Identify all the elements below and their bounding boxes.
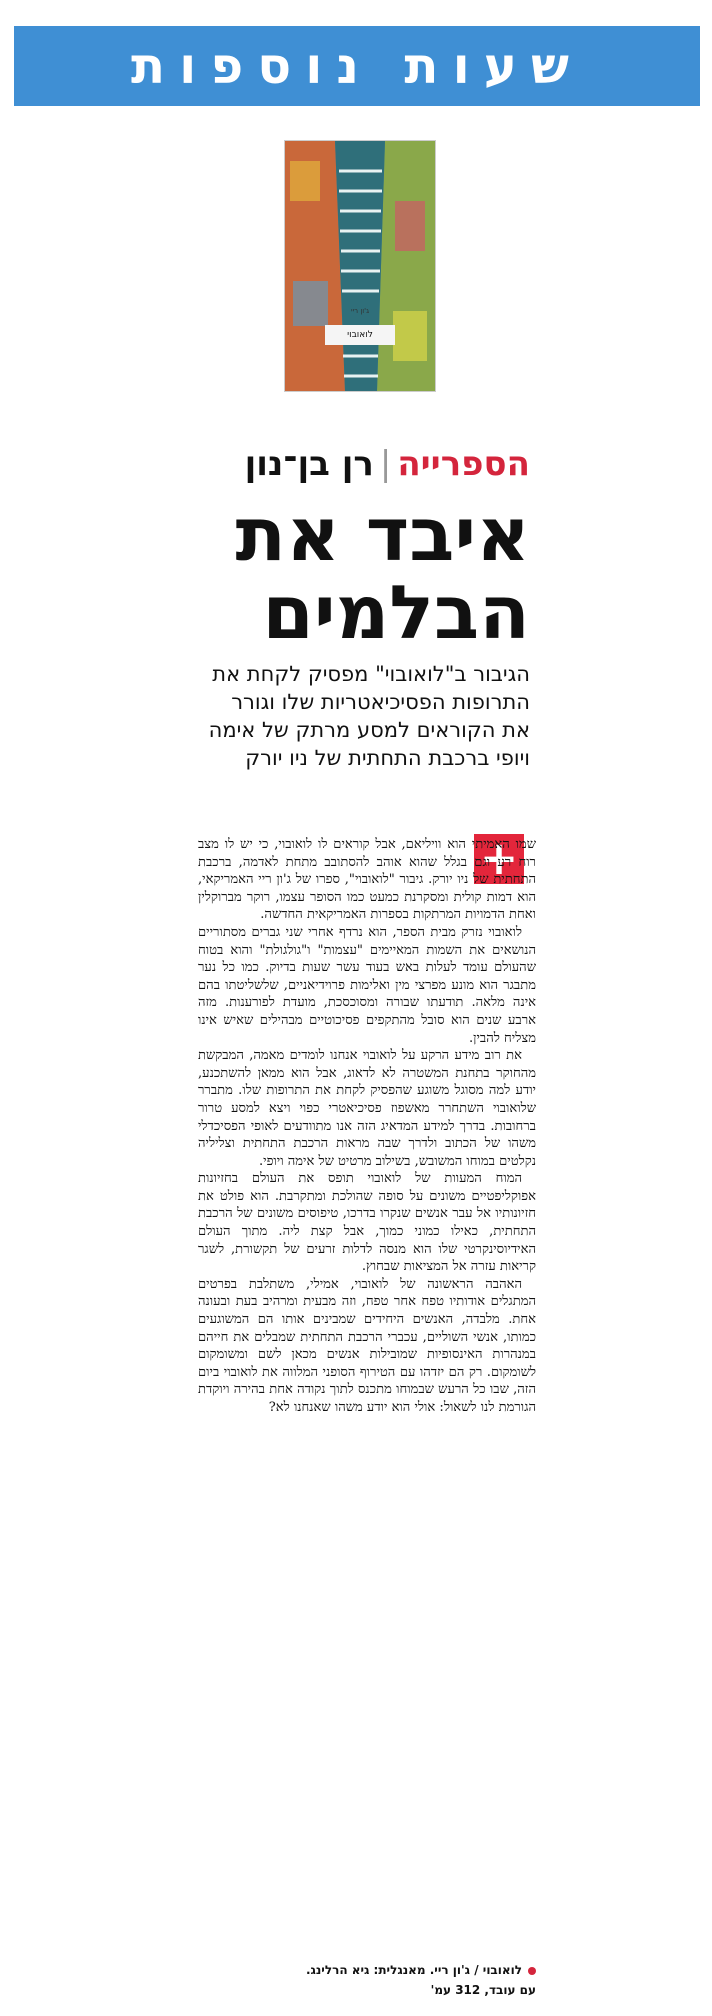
body-paragraph: שמו האמיתי הוא וויליאם, אבל קוראים לו לואובוי, כי יש לו מצב רוח רע וגם בגלל שהוא אוהב להסתובב מתחת לאדמה, ברכבת התחתית של ניו יורק. גיבור "לואובוי", ספרו של ג'ון ריי האמריקאי, הוא דמות קולית ומסקרנת כמעט כמו הסופר עצמו, רוקר מברוקלין ואחת הדמויות המרתקות בספרות האמריקאית החדשה. — [198, 837, 536, 923]
book-cover-image — [284, 140, 436, 392]
cover-author: ג'ון ריי — [351, 307, 369, 315]
byline: רן בן־נון — [244, 444, 374, 484]
section-label: הספרייה — [397, 444, 530, 484]
body-paragraph: לואובוי נזרק מבית הספר, הוא נרדף אחרי שני גברים מסתוריים הנושאים את השמות המאיימים "עצמות" ו"גולגולת" והוא בטוח שהעולם עומד לעלות באש בעוד עשר שעות בדיוק. כמו כל נער מתבגר הוא מונע מפרצי מין ואלימות פרוידיאניים, שלשליטתו בהם אינה מלאה. תודעתו שבורה ומסוכסכת, מועדת לפורענות. מזה ארבע שנים הוא סובל מהתקפים פסיכוטיים מבהילים שאיש אינו מצליח להבין. — [198, 924, 536, 1046]
headline: איבד את הבלמים — [235, 492, 530, 656]
subheadline: הגיבור ב"לואובוי" מפסיק לקחת את התרופות הפסיכיאטריות שלו וגורר את הקוראים למסע מרתק של אימה ויופי ברכבת התחתית של ניו יורק — [208, 662, 530, 770]
body-paragraph: את רוב מידע הרקע על לואובוי אנחנו לומדים מאמה, המבקשת מהחוקר בתחנת המשטרה לא לדאוג, אבל הוא ממאן להשתכנע, יודע למה מסוגל משוגע שהפסיק לקחת את התרופות שלו. מתברר שלואובוי השתחרר מאשפוז פסיכיאטרי כפוי ויצא למסע טרור ברחובות. בדרך למידע המדאיג הזה אנו מתוודעים לאופי הפסיכדלי משהו של הכתוב ולדרך שבה מראות הרכבת התחתית וצליליה נקלטים במוחו המשובש, בשילוב מרטיט של אימה ויופי. — [198, 1048, 536, 1169]
credits-line-1 — [198, 1960, 536, 1980]
header-separator: | — [379, 444, 392, 484]
cover-title: לואובוי — [325, 325, 395, 345]
article-body — [198, 836, 536, 1417]
credits-line-2: עם עובד, 312 עמ' — [430, 1983, 536, 1997]
banner-title: שעות נוספות — [131, 37, 583, 95]
stairway-illustration — [285, 141, 435, 391]
bullet-icon — [528, 1967, 536, 1975]
body-paragraph: האהבה הראשונה של לואובוי, אמילי, משתלבת בפרטים המתגלים אודותיו טפח אחר טפח, וזה מבעית ומרהיב בעת ובעונה אחת. מלבדה, האנשים היחידים שמבינים אותו הם המשוגעים כמותו, אנשי השוליים, עכברי הרכבת התחתית שמבלים את חייהם במנהרות האינסופיות שמובילות אנשים מכאן לשם ומשומקום לשומקום. רק הם יזדהו עם הטירוף הסופני המלווה את לואובוי ביום הזה, שבו כל הרעש שבמוחו מתכנס לתוך נקודה אחת בהירה ויוקדת הגורמת לנו לשאול: אולי הוא יודע משהו שאנחנו לא? — [198, 1276, 536, 1415]
section-banner — [14, 26, 700, 106]
book-credits — [198, 1960, 536, 2000]
body-paragraph: המוח המעוות של לואובוי תופס את העולם בחזיונות אפוקליפטיים משונים על סופה שהולכת ומתקרבת. הוא פולט את חזיונותיו אל עבר אנשים שנקרו בדרכו, טיפוסים משונים של הרכבת התחתית, כאילו כמוני כמוך, אבל קצת ליה. מתוך העולם האידיוסינקרטי שלו הוא מנסה לדלות זרעים של תקשורת, לשגר קריאות עזרה אל המציאות שבחוץ. — [198, 1171, 536, 1275]
plus-icon: + — [474, 834, 524, 884]
credits-text: לואובוי / ג'ון ריי. מאנגלית: גיא הרלינג. — [305, 1963, 522, 1977]
column-header — [245, 444, 530, 484]
